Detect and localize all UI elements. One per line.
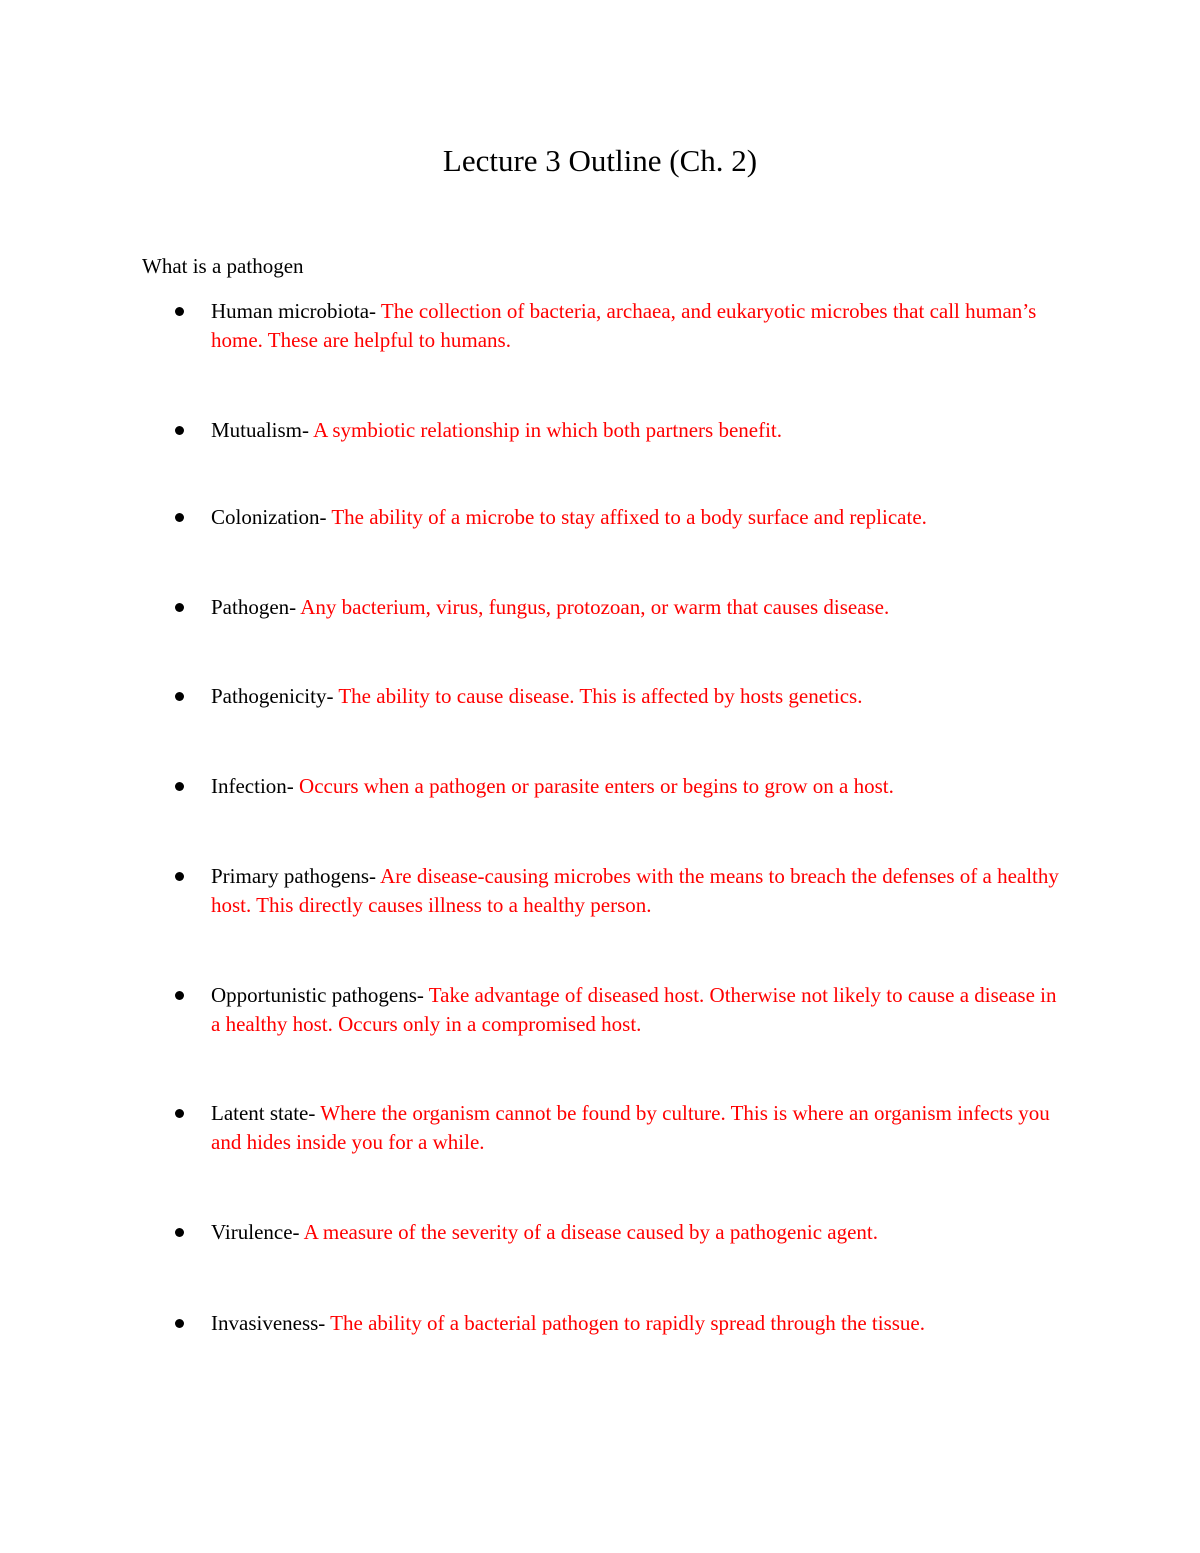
term-label: Human microbiota- <box>211 299 377 323</box>
definition-text: Take advantage of diseased host. Otherwise not likely to cause a disease in a healthy host. Occurs only in a compromised host. <box>211 983 1057 1036</box>
term-label: Pathogen- <box>211 595 297 619</box>
list-item-text <box>211 772 1071 801</box>
definition-text: Occurs when a pathogen or parasite enters or begins to grow on a host. <box>293 774 894 798</box>
bullet-icon <box>175 307 184 316</box>
term-label: Colonization- <box>211 505 327 529</box>
section-heading: What is a pathogen <box>142 254 304 278</box>
definition-text: The ability to cause disease. This is affected by hosts genetics. <box>333 684 863 708</box>
document-title: Lecture 3 Outline (Ch. 2) <box>442 143 758 178</box>
list-item-text <box>211 981 1071 1039</box>
list-item-text <box>211 1218 1071 1247</box>
definition-text: Any bacterium, virus, fungus, protozoan, or warm that causes disease. <box>296 595 890 619</box>
list-item-text <box>211 416 1071 445</box>
term-label: Mutualism- <box>211 418 309 442</box>
definition-text: A symbiotic relationship in which both partners benefit. <box>309 418 783 442</box>
term-label: Infection- <box>211 774 294 798</box>
definition-text: A measure of the severity of a disease caused by a pathogenic agent. <box>299 1220 878 1244</box>
term-label: Primary pathogens- <box>211 864 377 888</box>
definition-text: The collection of bacteria, archaea, and eukaryotic microbes that call human’s home. These are helpful to humans. <box>211 299 1037 352</box>
term-label: Virulence- <box>211 1220 300 1244</box>
list-item-text <box>211 593 1071 622</box>
list-item-text <box>211 1309 1071 1338</box>
bullet-icon <box>175 1109 184 1118</box>
term-label: Invasiveness- <box>211 1311 326 1335</box>
definition-text: The ability of a microbe to stay affixed to a body surface and replicate. <box>326 505 927 529</box>
list-item-text <box>211 682 1071 711</box>
bullet-icon <box>175 603 184 612</box>
bullet-icon <box>175 692 184 701</box>
bullet-icon <box>175 1228 184 1237</box>
bullet-icon <box>175 513 184 522</box>
term-label: Latent state- <box>211 1101 316 1125</box>
list-item-text <box>211 862 1071 920</box>
bullet-icon <box>175 1319 184 1328</box>
term-label: Pathogenicity- <box>211 684 334 708</box>
bullet-icon <box>175 426 184 435</box>
definition-text: Where the organism cannot be found by culture. This is where an organism infects you and hides inside you for a while. <box>211 1101 1050 1154</box>
list-item-text <box>211 1099 1071 1157</box>
list-item-text <box>211 297 1071 355</box>
definition-text: The ability of a bacterial pathogen to rapidly spread through the tissue. <box>325 1311 926 1335</box>
list-item-text <box>211 503 1071 532</box>
bullet-icon <box>175 782 184 791</box>
term-label: Opportunistic pathogens- <box>211 983 424 1007</box>
bullet-icon <box>175 872 184 881</box>
bullet-icon <box>175 991 184 1000</box>
definition-text: Are disease-causing microbes with the means to breach the defenses of a healthy host. This directly causes illness to a healthy person. <box>211 864 1059 917</box>
